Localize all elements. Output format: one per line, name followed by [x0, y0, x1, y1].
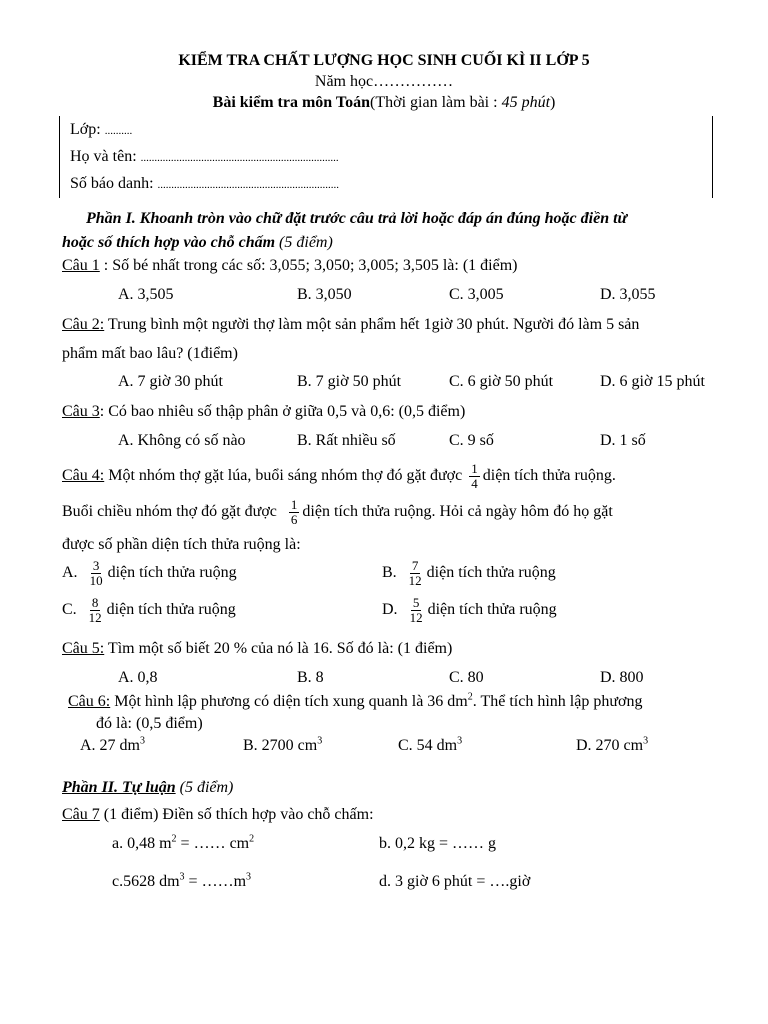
q4-option-b-letter: B. [382, 564, 397, 582]
q2-option-b[interactable]: B. 7 giờ 50 phút [297, 373, 402, 390]
part2-heading [62, 779, 233, 797]
name-field [70, 148, 339, 166]
q6-text-line1-end: . Thể tích hình lập phương [472, 693, 643, 710]
part1-heading-line1: Phần I. Khoanh tròn vào chữ đặt trước câu trả lời hoặc đáp án đúng hoặc điền từ [86, 210, 628, 227]
q4-option-b-text: diện tích thửa ruộng [426, 564, 556, 582]
q1-option-c[interactable]: C. 3,005 [449, 286, 504, 303]
class-dots: .......... [104, 125, 133, 137]
q4-text-line1b: diện tích thửa ruộng. [482, 467, 616, 485]
q4-option-d-fraction: $\frac{5}{12}$ [409, 595, 423, 625]
q6-option-c[interactable] [398, 737, 462, 755]
q4-option-c-fraction: $\frac{8}{12}$ [88, 595, 102, 625]
q6-label: Câu 6: [68, 693, 111, 710]
q1-option-d[interactable]: D. 3,055 [600, 286, 656, 303]
q5-option-b[interactable]: B. 8 [297, 669, 324, 686]
q7-label: Câu 7 [62, 806, 100, 823]
q7-a-pre: a. 0,48 m [112, 835, 172, 852]
question-6-line1 [68, 693, 642, 711]
q1-label: Câu 1 [62, 257, 100, 274]
q7-a-sup1: 2 [171, 833, 177, 845]
q2-label: Câu 2: [62, 316, 105, 333]
q2-option-c[interactable]: C. 6 giờ 50 phút [449, 373, 554, 390]
q4-text-line2b: diện tích thửa ruộng. Hỏi cả ngày hôm đó họ gặt [302, 503, 613, 521]
q6-text-line2: đó là: (0,5 điểm) [96, 715, 203, 732]
class-label: Lớp: [70, 121, 101, 138]
q1-text: : Số bé nhất trong các số: 3,055; 3,050; 3,005; 3,505 là: (1 điểm) [99, 257, 518, 274]
q4-text-line2a: Buổi chiều nhóm thợ đó gặt được [62, 503, 277, 521]
q3-option-d[interactable]: D. 1 số [600, 432, 646, 449]
question-5 [62, 640, 452, 658]
q6-sup-squared: 2 [467, 691, 473, 703]
q6-option-a[interactable] [80, 737, 145, 755]
q7-c-mid: = ……m [184, 873, 247, 890]
q6-option-d-text: D. 270 cm [576, 737, 644, 754]
q6-option-b[interactable] [243, 737, 322, 755]
part1-points: (5 điểm) [275, 234, 333, 251]
info-box-right-border [712, 116, 713, 198]
question-3 [62, 403, 465, 421]
exam-title: KIỂM TRA CHẤT LƯỢNG HỌC SINH CUỐI KÌ II LỚP 5 [178, 52, 590, 69]
q6-option-a-sup: 3 [140, 735, 145, 747]
question-2-line1 [62, 316, 639, 334]
q3-text: : Có bao nhiêu số thập phân ở giữa 0,5 và 0,6: (0,5 điểm) [99, 403, 466, 420]
part2-points: (5 điểm) [175, 779, 234, 796]
question-4-line2 [62, 498, 613, 527]
q7-c-pre: c.5628 dm [112, 873, 180, 890]
q4-label: Câu 4: [62, 467, 105, 485]
q2-text-line2: phẩm mất bao lâu? (1điểm) [62, 345, 238, 362]
q1-option-b[interactable]: B. 3,050 [297, 286, 352, 303]
q4-option-a-letter: A. [62, 564, 78, 582]
q4-option-d-text: diện tích thửa ruộng [427, 601, 557, 619]
question-1 [62, 257, 518, 275]
school-year: Năm học…………… [314, 73, 454, 90]
part1-heading-text: hoặc số thích hợp vào chỗ chấm [62, 234, 276, 251]
q6-option-b-text: B. 2700 cm [243, 737, 318, 754]
q2-text-line1: Trung bình một người thợ làm một sản phẩm hết 1giờ 30 phút. Người đó làm 5 sản [104, 316, 640, 333]
part2-heading-text: Phần II. Tự luận [62, 779, 176, 796]
q4-option-a-fraction: $\frac{3}{10}$ [89, 558, 103, 588]
q4-text-line1a: Một nhóm thợ gặt lúa, buổi sáng nhóm thợ đó gặt được [104, 467, 463, 485]
name-dots: ........................................................................ [140, 152, 339, 164]
q3-label: Câu 3 [62, 403, 100, 420]
time-value: 45 phút [501, 94, 551, 111]
q4-option-a[interactable] [62, 559, 237, 588]
q5-text: Tìm một số biết 20 % của nó là 16. Số đó là: (1 điểm) [104, 640, 453, 657]
subject-line [0, 94, 768, 112]
time-prefix: (Thời gian làm bài : [370, 94, 502, 111]
q6-option-d[interactable] [576, 737, 648, 755]
q6-text-line1: Một hình lập phương có diện tích xung quanh là 36 dm [110, 693, 468, 710]
q7-text: (1 điểm) Điền số thích hợp vào chỗ chấm: [99, 806, 374, 823]
q5-option-c[interactable]: C. 80 [449, 669, 484, 686]
time-suffix: ) [550, 94, 556, 111]
part1-heading-line2 [62, 234, 333, 252]
q4-option-c-text: diện tích thửa ruộng [106, 601, 236, 619]
q4-option-d-letter: D. [382, 601, 398, 619]
q4-option-c[interactable] [62, 596, 236, 625]
id-label: Số báo danh: [70, 175, 154, 192]
q7-item-a[interactable] [112, 835, 254, 853]
q4-option-a-text: diện tích thửa ruộng [107, 564, 237, 582]
q7-item-d[interactable]: d. 3 giờ 6 phút = ….giờ [379, 873, 531, 890]
q7-c-sup2: 3 [246, 871, 252, 883]
q5-option-d[interactable]: D. 800 [600, 669, 644, 686]
q4-option-b-fraction: $\frac{7}{12}$ [408, 558, 422, 588]
q6-option-b-sup: 3 [317, 735, 323, 747]
q3-option-b[interactable]: B. Rất nhiều số [297, 432, 396, 449]
q4-option-d[interactable] [382, 596, 557, 625]
id-dots: .................................................................. [157, 179, 340, 191]
question-4-line1 [62, 462, 616, 491]
q5-label: Câu 5: [62, 640, 105, 657]
q7-a-mid: = …… cm [176, 835, 250, 852]
name-label: Họ và tên: [70, 148, 137, 165]
q6-option-c-text: C. 54 dm [398, 737, 458, 754]
q4-option-c-letter: C. [62, 601, 77, 619]
q4-fraction-morning: $\frac{1}{4}$ [471, 461, 478, 491]
q7-c-sup1: 3 [179, 871, 185, 883]
q4-fraction-afternoon: $\frac{1}{6}$ [290, 497, 298, 527]
q6-option-a-text: A. 27 dm [80, 737, 140, 754]
q2-option-d[interactable]: D. 6 giờ 15 phút [600, 373, 705, 390]
q1-option-a[interactable]: A. 3,505 [118, 286, 174, 303]
q4-option-b[interactable] [382, 559, 556, 588]
q6-option-c-sup: 3 [457, 735, 463, 747]
q2-option-a[interactable]: A. 7 giờ 30 phút [118, 373, 223, 390]
q3-option-c[interactable]: C. 9 số [449, 432, 494, 449]
id-field [70, 175, 339, 193]
q7-a-sup2: 2 [249, 833, 255, 845]
info-box-left-border [59, 116, 60, 198]
q6-option-d-sup: 3 [643, 735, 649, 747]
class-field [70, 121, 132, 139]
subject-title: Bài kiểm tra môn Toán [212, 94, 371, 111]
q4-text-line3: được số phần diện tích thửa ruộng là: [62, 536, 301, 553]
q3-option-a[interactable]: A. Không có số nào [118, 432, 246, 449]
question-7 [62, 806, 374, 824]
q7-item-b[interactable]: b. 0,2 kg = …… g [379, 835, 497, 852]
q5-option-a[interactable]: A. 0,8 [118, 669, 158, 686]
q7-item-c[interactable] [112, 873, 251, 891]
